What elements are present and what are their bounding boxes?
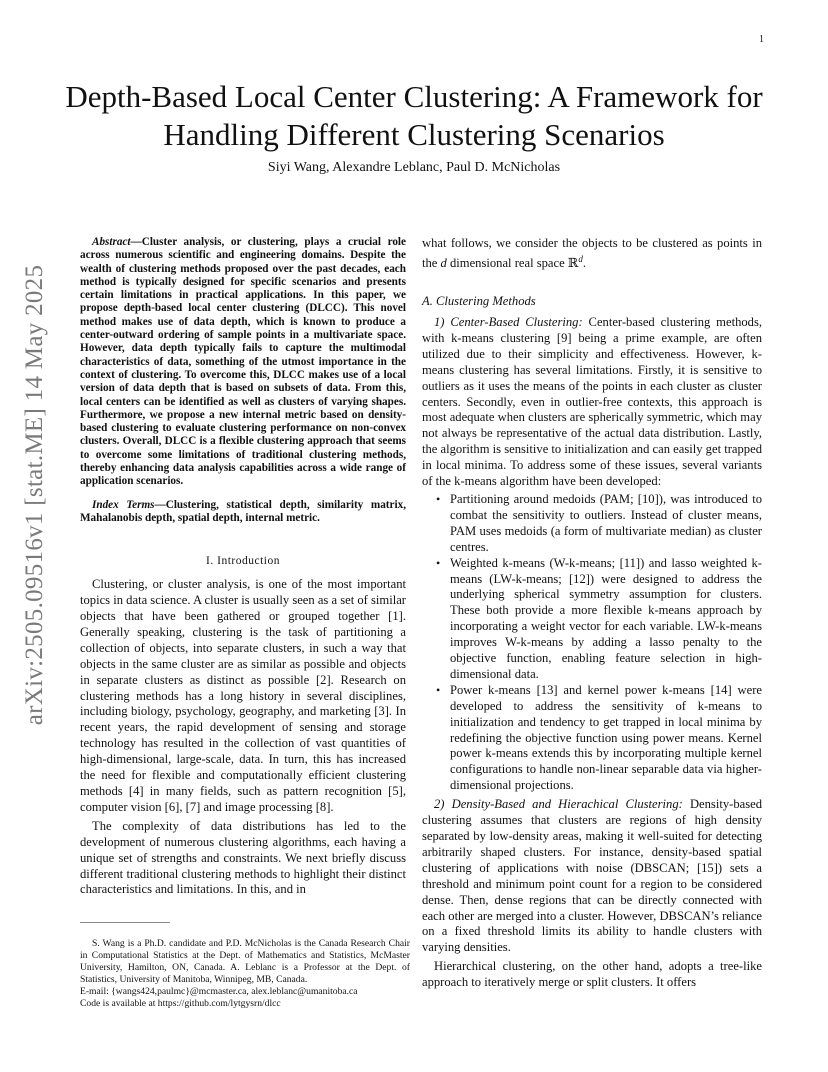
- text-run: what follows, we consider the objects to be clustered as points in the: [422, 236, 762, 271]
- abstract-label: Abstract: [92, 236, 131, 248]
- center-based-paragraph: [422, 315, 762, 490]
- density-based-heading: 2) Density-Based and Hierachical Clustering:: [434, 797, 683, 812]
- bullet-icon: •: [436, 555, 441, 570]
- left-column: [80, 236, 406, 898]
- list-item-text: Power k-means [13] and kernel power k-means [14] were developed to address the sensitivity of k-means to initialization and tendency to get trapped in local minima by redefining the objective function using power means. Kernel power k-means extends this by incorporating multiple kernel configurations to handle non-linear separable data via higher-dimensional projections.: [450, 682, 762, 793]
- list-item: [422, 492, 762, 556]
- page-number: 1: [759, 34, 764, 45]
- arxiv-identifier: arXiv:2505.09516v1 [stat.ME] 14 May 2025: [21, 264, 48, 726]
- arxiv-sidebar: [20, 264, 50, 726]
- list-item: [422, 683, 762, 794]
- subsection-heading-clustering-methods: A. Clustering Methods: [422, 294, 536, 308]
- bullet-icon: •: [436, 491, 441, 506]
- index-terms-text: —Clustering, statistical depth, similarity matrix, Mahalanobis depth, spatial depth, internal metric.: [80, 498, 406, 524]
- density-based-text: Density-based clustering assumes that clusters are regions of high density separated by low-density areas, making it well-suited for detecting arbitrarily shaped clusters. For instance, density-based spatial clustering of applications with noise (DBSCAN; [15]) sets a threshold and minimum point count for a region to be considered dense. Then, dense regions that can be directly connected with each other are merged into a cluster. However, DBSCAN’s reliance on a fixed threshold limits its ability to handle clusters with varying densities.: [422, 797, 762, 955]
- hierarchical-paragraph: Hierarchical clustering, on the other hand, adopts a tree-like approach to iteratively merge or split clusters. It offers: [422, 959, 762, 990]
- intro-paragraph-2: The complexity of data distributions has led to the development of numerous clustering algorithms, each having a unique set of strengths and constraints. We next briefly discuss different traditional clustering methods to highlight their distinct characteristics and limitations. In this, and in: [80, 818, 406, 897]
- density-based-paragraph: [422, 797, 762, 956]
- bullet-icon: •: [436, 682, 441, 697]
- list-item-text: Partitioning around medoids (PAM; [10]), was introduced to combat the sensitivity to outliers. Instead of cluster means, PAM uses medoids (a form of multivariate median) as cluster centres.: [450, 491, 762, 554]
- kmeans-variants-list: [422, 492, 762, 794]
- footnote-email: E-mail: {wangs424,paulmc}@mcmaster.ca, alex.leblanc@umanitoba.ca: [80, 986, 358, 997]
- paper-authors: Siyi Wang, Alexandre Leblanc, Paul D. McNicholas: [267, 160, 561, 175]
- footnote-code-link[interactable]: Code is available at https://github.com/lytgysrn/dlcc: [80, 998, 281, 1009]
- text-run: dimensional real space ℝ: [446, 256, 579, 271]
- right-paragraph-0: [422, 236, 762, 272]
- right-column: [422, 236, 762, 991]
- index-terms: [80, 499, 406, 526]
- list-item: [422, 556, 762, 683]
- paper-title: Depth-Based Local Center Clustering: A Framework for Handling Different Clustering Scenarios: [65, 79, 763, 152]
- abstract-text: —Cluster analysis, or clustering, plays a crucial role across numerous scientific and engineering domains. Despite the wealth of clustering methods proposed over the past decades, each method is typically designed for specific scenarios and presents certain limitations in practical applications. In this paper, we propose depth-based local center clustering (DLCC). This novel method makes use of data depth, which is known to produce a center-outward ordering of sample points in a multivariate space. However, data depth typically fails to capture the multimodal characteristics of data, something of the utmost importance in the context of clustering. To overcome this, DLCC makes use of a local version of data depth that is based on subsets of data. From this, local centers can be identified as well as clusters of varying shapes. Furthermore, we propose a new internal metric based on density-based clustering to evaluate clustering performance on non-convex clusters. Overall, DLCC is a flexible clustering approach that seems to overcome some limitations of traditional clustering methods, thereby enhancing data analysis capabilities across a wide range of application scenarios.: [80, 236, 406, 488]
- footnote: [80, 938, 410, 1010]
- intro-paragraph-1: Clustering, or cluster analysis, is one of the most important topics in data science. A cluster is usually seen as a set of similar objects that have been gathered or grouped together [1]. Generally speaking, clustering is the task of partitioning a collection of objects, into separate clusters, in such a way that objects in the same cluster are as similar as possible and objects in separate clusters as distinct as possible [2]. Research on clustering methods has a long history in several disciplines, including biology, psychology, geography, and marketing [3]. In recent years, the rapid development of sensing and storage technology has resulted in the collection of vast quantities of high-dimensional, large-scale, data. In turn, this has increased the need for flexible and computationally efficient clustering methods [4] in many fields, such as pattern recognition [5], computer vision [6], [7] and image processing [8].: [80, 577, 406, 814]
- math-superscript-d: d: [578, 253, 583, 264]
- center-based-text: Center-based clustering methods, with k-means clustering [9] being a prime example, are often utilized due to their simplicity and effectiveness. However, k-means clustering has several limitations. Firstly, it is sensitive to outliers as it uses the means of the points in each cluster as cluster centers. Secondly, even in outlier-free contexts, this approach is most adequate when clusters are spherically symmetric, which may not always be representative of the actual data distribution. Lastly, the algorithm is sensitive to initialization and can easily get trapped in local minima. To address some of these issues, several variants of the k-means algorithm have been developed:: [422, 315, 763, 489]
- abstract: [80, 236, 406, 489]
- footnote-rule: [80, 922, 170, 923]
- list-item-text: Weighted k-means (W-k-means; [11]) and lasso weighted k-means (LW-k-means; [12]) were designed to address the underlying spherical symmetry assumption for clusters. These both provide a more flexible k-means approach by incorporating a weight vector for each variable. LW-k-means improves W-k-means by adding a lasso penalty to the objective function, enabling feature selection in high-dimensional data.: [450, 555, 762, 681]
- center-based-heading: 1) Center-Based Clustering:: [434, 315, 583, 329]
- text-run: .: [582, 256, 586, 271]
- math-var-d: d: [440, 256, 447, 271]
- index-terms-label: Index Terms: [92, 498, 155, 511]
- section-heading-introduction: I. Introduction: [206, 555, 280, 568]
- footnote-affiliations: S. Wang is a Ph.D. candidate and P.D. McNicholas is the Canada Research Chair in Computational Statistics at the Dept. of Mathematics and Statistics, McMaster University, Hamilton, ON, Canada. A. Leblanc is a Professor at the Dept. of Statistics, University of Manitoba, Winnipeg, MB, Canada.: [80, 938, 410, 985]
